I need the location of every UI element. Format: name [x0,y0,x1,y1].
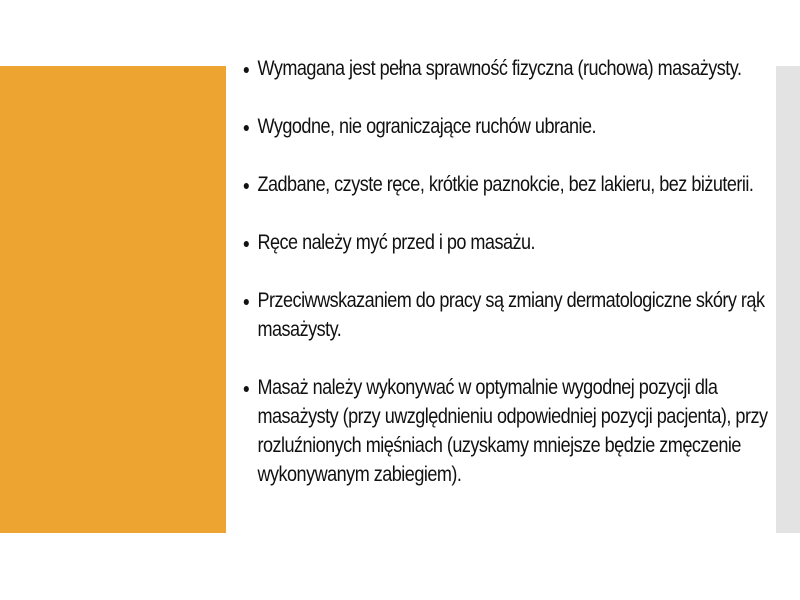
bullet-text: Przeciwwskazaniem do pracy są zmiany dermatologiczne skóry rąk masażysty. [257,289,765,341]
bullet-dot-icon [244,386,249,392]
list-item [242,286,791,344]
list-item [242,228,791,257]
bullet-dot-icon [244,241,249,247]
bullet-text: Masaż należy wykonywać w optymalnie wygodnej pozycji dla masażysty (przy uwzględnieniu odpowiedniej pozycji pacjenta), przy rozluźnionych mięśniach (uzyskamy mniejsze będzie zmęczenie wykonywanym zabiegiem). [257,376,768,486]
list-item [242,54,791,83]
list-item [242,373,791,489]
bullet-dot-icon [244,67,249,73]
list-item [242,112,791,141]
slide-content [242,54,778,518]
bullet-dot-icon [244,183,249,189]
bullet-text: Ręce należy myć przed i po masażu. [257,231,536,254]
bullet-dot-icon [244,299,249,305]
list-item [242,170,791,199]
bullet-dot-icon [244,125,249,131]
bullet-text: Wymagana jest pełna sprawność fizyczna (ruchowa) masażysty. [257,57,742,80]
bullet-text: Wygodne, nie ograniczające ruchów ubranie. [257,115,597,138]
bullet-text: Zadbane, czyste ręce, krótkie paznokcie, bez lakieru, bez biżuterii. [257,173,754,196]
accent-block [0,66,226,533]
bullet-list [242,54,778,489]
